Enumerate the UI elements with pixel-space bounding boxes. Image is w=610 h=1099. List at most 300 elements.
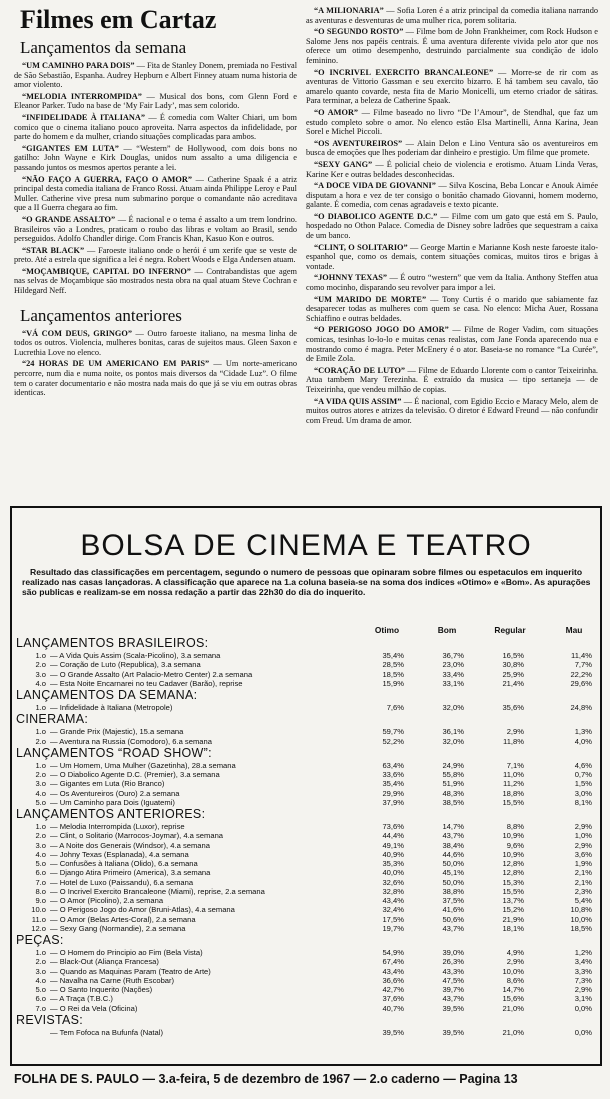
cell-regular: 30,8%	[502, 660, 524, 670]
film-title: “UM CAMINHO PARA DOIS”	[22, 61, 135, 70]
table-row	[12, 985, 600, 994]
cell-bom: 24,9%	[442, 760, 464, 770]
cell-regular: 25,9%	[502, 669, 524, 679]
bolsa-intro: Resultado das classificações em percentagem, segundo o numero de pessoas que opinaram sobre filmes ou espetaculos em inquerito realizado nas casas lançadoras. A classificação que aparece na 1.a coluna baseia-se na soma dos indices «Otimo» e «Bom». As apurações são publicas e realizam-se em nossa redação a partir das 22h30 do dia do inquerito.	[22, 567, 591, 597]
review-paragraph	[306, 366, 598, 395]
cell-otimo: 35,4%	[382, 651, 404, 660]
film-title: “NÃO FAÇO A GUERRA, FAÇO O AMOR”	[22, 174, 192, 184]
table-row	[12, 905, 600, 914]
cell-regular: 2,9%	[506, 957, 524, 967]
cell-mau: 4,6%	[574, 760, 592, 770]
table-section-heading: CINERAMA:	[16, 712, 89, 727]
review-text: — Filme baseado no livro “De l’Amour”, de Stendhal, que faz um estudo completo sobre o amor. No elenco estão Elsa Martinelli, Anna Karina, Jean Sorel e Michel Piccoli.	[306, 107, 599, 137]
review-paragraph	[306, 397, 598, 426]
table-row	[12, 859, 600, 868]
table-row	[12, 831, 600, 840]
cell-title: — A Noite dos Generais (Windsor), 4.a semana	[50, 840, 210, 850]
table-row	[12, 703, 600, 712]
cell-otimo: 40,7%	[382, 1003, 404, 1013]
cell-mau: 1,5%	[574, 779, 592, 789]
cell-mau: 3,4%	[574, 957, 592, 967]
cell-bom: 48,3%	[442, 788, 464, 798]
film-title: “MOÇAMBIQUE, CAPITAL DO INFERNO”	[22, 266, 191, 276]
review-paragraph	[306, 243, 598, 272]
bolsa-title: BOLSA DE CINEMA E TEATRO	[80, 529, 532, 562]
cell-mau: 3,0%	[574, 788, 592, 798]
cell-rank: 1.o	[35, 822, 46, 831]
film-title: “GIGANTES EM LUTA”	[22, 143, 119, 153]
review-text: — Fita de Stanley Donem, premiada no Festival de São Sebastião, Espanha. Audrey Hepburn e Albert Finney atuam numa historia de amor violento.	[14, 61, 297, 90]
film-title: “24 HORAS DE UM AMERICANO EM PARIS”	[22, 359, 210, 369]
review-paragraph	[14, 61, 297, 90]
cell-mau: 10,0%	[570, 914, 592, 924]
table-row	[12, 976, 600, 985]
film-title: “SEXY GANG”	[314, 159, 373, 169]
cell-bom: 36,1%	[442, 727, 464, 737]
cell-mau: 10,8%	[570, 905, 592, 915]
cell-regular: 15,5%	[502, 797, 524, 807]
cell-otimo: 42,7%	[382, 985, 404, 994]
table-row	[12, 761, 600, 770]
review-text: — Tony Curtis é o marido que sabiamente faz desaparecer todas as mulheres com quem se casa. No elenco: Micha Auer, Rossana Schiaffino e outras beldades.	[306, 294, 598, 323]
col-mau: Mau	[565, 625, 583, 635]
cell-bom: 43,3%	[442, 966, 464, 976]
cell-title: — Quando as Maquinas Param (Teatro de Arte)	[50, 966, 211, 976]
table-row	[12, 798, 600, 807]
cell-otimo: 49,1%	[382, 840, 404, 850]
cell-title: — O Amor (Belas Artes-Coral), 2.a semana	[50, 914, 196, 924]
review-text: — Filme de Roger Vadim, com situações comicas, tesinhas lo-lo-lo e muitas cenas realistas, com Jane Fonda aparecendo nua e mostrando como é magra. Peter McEnery é o ator. Baseia-se no romance “La Curée”, de Emile Zola.	[306, 325, 598, 364]
cell-rank: 4.o	[35, 678, 46, 688]
cell-mau: 2,3%	[574, 886, 592, 896]
review-text: — É nacional e o tema é assalto a um trem londrino. Brasileiros vão a Londres, praticam o roubo das libras e voltam ao Brasil, sendo perseguidos. Adolfo Chandler dirige. Com Francis Khan, Kasuo Kon e outros.	[14, 214, 297, 244]
cell-title: — Grande Prix (Majestic), 15.a semana	[50, 727, 184, 737]
cell-title: — Um Caminho para Dois (Iguatemi)	[50, 797, 175, 807]
cell-title: — O Homem do Principio ao Fim (Bela Vista)	[50, 948, 203, 957]
cell-regular: 13,7%	[502, 896, 524, 905]
cell-title: — O Santo Inquerito (Nações)	[50, 985, 153, 994]
cell-otimo: 67,4%	[382, 957, 404, 967]
cell-regular: 8,6%	[506, 975, 524, 985]
film-title: “A VIDA QUIS ASSIM”	[314, 396, 402, 406]
cell-rank: 12.o	[31, 923, 46, 933]
cell-mau: 29,6%	[570, 678, 592, 688]
cell-mau: 4,0%	[574, 736, 592, 746]
review-paragraph	[306, 27, 598, 65]
cell-otimo: 37,6%	[382, 994, 404, 1004]
cell-rank: 7.o	[35, 1003, 46, 1013]
cell-mau: 1,0%	[574, 831, 592, 841]
cell-bom: 45,1%	[442, 868, 464, 878]
table-section-heading: LANÇAMENTOS BRASILEIROS:	[16, 636, 209, 650]
film-title: “JOHNNY TEXAS”	[314, 273, 388, 283]
review-text: — Contrabandistas que agem nas selvas de Moçambique são mostrados nesta obra na qual atuam Steve Cochran e Hildegard Neff.	[14, 266, 297, 296]
cell-otimo: 40,9%	[382, 849, 404, 859]
cell-title: — O Diabolico Agente D.C. (Premier), 3.a semana	[50, 770, 220, 779]
review-paragraph	[306, 160, 598, 179]
review-text: — Filme bom de John Frankheimer, com Rock Hudson e Salome Jens nos papéis centrais. É uma aventura diferente vivida pelo ator que nos oferece um otimo desempenho, destruindo parcialmente sua condição de idolo feminino.	[306, 27, 598, 65]
cell-otimo: 54,9%	[382, 948, 404, 957]
cell-mau: 0,7%	[574, 770, 592, 779]
cell-rank: 5.o	[35, 797, 46, 807]
cell-mau: 7,3%	[574, 975, 592, 985]
review-paragraph	[306, 295, 598, 324]
cell-otimo: 17,5%	[382, 914, 404, 924]
more-reviews	[306, 6, 598, 425]
cell-regular: 11,2%	[503, 779, 524, 789]
cell-otimo: 44,4%	[382, 831, 404, 841]
cell-bom: 36,7%	[442, 651, 464, 660]
cell-title: — Aventura na Russia (Comodoro), 6.a semana	[50, 736, 212, 746]
cell-regular: 11,8%	[503, 736, 524, 746]
left-column	[14, 6, 297, 400]
table-row	[12, 651, 600, 660]
review-text: — Faroeste italiano onde o herói é um xerife que se veste de preto. Até a estrela que significa a lei é negra. Robert Woods e Elga Andersen atuam.	[14, 245, 297, 265]
film-title: “O AMOR”	[314, 107, 359, 117]
cell-rank: 5.o	[35, 859, 46, 868]
table-row	[12, 915, 600, 924]
cell-mau: 2,9%	[574, 840, 592, 850]
cell-rank: 3.o	[35, 840, 46, 850]
bolsa-box	[10, 506, 602, 1066]
cell-rank: 1.o	[35, 948, 46, 957]
cell-rank: 2.o	[35, 736, 46, 746]
cell-mau: 5,4%	[574, 896, 592, 905]
cell-otimo: 43,4%	[382, 966, 404, 976]
cell-otimo: 29,9%	[382, 788, 404, 798]
page-title: Filmes em Cartaz	[20, 5, 217, 34]
cell-rank: 8.o	[35, 886, 46, 896]
cell-mau: 8,1%	[574, 797, 592, 807]
review-text: — Filme de Eduardo Llorente com o cantor Teixeirinha. Atua tambem Mary Terezinha. É extraído da musica — tipo sertaneja — de Teixeirinha, que vendeu milhão de copias.	[306, 365, 598, 394]
table-section-heading: LANÇAMENTOS DA SEMANA:	[16, 688, 198, 702]
cell-bom: 38,8%	[442, 886, 464, 896]
cell-mau: 24,8%	[570, 703, 592, 712]
col-otimo: Otimo	[374, 625, 400, 635]
cell-rank: 1.o	[35, 760, 46, 770]
cell-mau: 3,6%	[574, 849, 592, 859]
cell-title: — O Perigoso Jogo do Amor (Bruni-Atlas), 4.a semana	[50, 905, 235, 915]
cell-rank: 2.o	[35, 831, 46, 841]
film-title: “CORAÇÃO DE LUTO”	[314, 365, 406, 375]
col-bom: Bom	[437, 625, 457, 635]
cell-regular: 8,8%	[506, 822, 524, 831]
cell-regular: 10,0%	[502, 966, 524, 976]
review-text: — É policial cheio de violencia e erotismo. Atuam Linda Veras, Karine Ker e outras beldades desconhecidas.	[306, 159, 598, 179]
review-text: — Alain Delon e Lino Ventura são os aventureiros em busca de emoções que lhes poderiam dar dinheiro e prestigio. Um filme que promete.	[306, 138, 599, 158]
cell-otimo: 37,9%	[382, 797, 404, 807]
cell-regular: 35,6%	[502, 703, 524, 712]
cell-otimo: 52,2%	[382, 736, 404, 746]
table-row	[12, 868, 600, 877]
cell-bom: 43,7%	[442, 994, 464, 1004]
film-title: “MELODIA INTERROMPIDA”	[22, 91, 142, 101]
film-title: “O SEGUNDO ROSTO”	[314, 27, 404, 37]
cell-rank: 6.o	[35, 868, 46, 878]
cell-rank: 3.o	[35, 669, 46, 679]
cell-regular: 10,9%	[502, 831, 524, 841]
cell-title: — Hotel de Luxo (Paissandu), 6.a semana	[50, 877, 194, 887]
table-row	[12, 887, 600, 896]
cell-regular: 12,8%	[502, 868, 524, 878]
cell-title: — Sexy Gang (Normandie), 2.a semana	[50, 923, 186, 933]
table-row	[12, 789, 600, 798]
review-paragraph	[14, 215, 297, 244]
cell-rank: 11.o	[31, 914, 46, 924]
cell-title: — Um Homem, Uma Mulher (Gazetinha), 28.a semana	[50, 760, 236, 770]
cell-bom: 38,4%	[442, 840, 464, 850]
cell-mau: 0,0%	[574, 1003, 592, 1013]
cell-regular: 21,0%	[502, 1003, 524, 1013]
review-text: — É nacional, com Egidio Eccio e Maracy Melo, alem de muitos outros atores e atrizes da televisão. O diretor é Edward Freund — não confundir com Freud. Um drama de amor.	[306, 396, 599, 425]
cell-bom: 33,4%	[442, 669, 464, 679]
film-title: “O GRANDE ASSALTO”	[22, 214, 116, 224]
table-row	[12, 878, 600, 887]
review-paragraph	[306, 68, 598, 106]
cell-bom: 50,0%	[442, 859, 464, 868]
cell-title: — O Amor (Picolino), 2.a semana	[50, 896, 164, 905]
cell-otimo: 19,7%	[382, 923, 404, 933]
table-row	[12, 850, 600, 859]
cell-otimo: 7,6%	[386, 703, 404, 712]
cell-regular: 16,5%	[502, 651, 524, 660]
cell-bom: 51,9%	[442, 779, 464, 789]
table-section-heading: LANÇAMENTOS ANTERIORES:	[16, 807, 206, 821]
cell-mau: 0,0%	[574, 1027, 592, 1037]
col-regular: Regular	[494, 625, 526, 635]
cell-otimo: 59,7%	[382, 727, 404, 737]
cell-otimo: 32,8%	[382, 886, 404, 896]
film-title: “O INCRIVEL EXERCITO BRANCALEONE”	[314, 67, 494, 77]
table-section-heading: REVISTAS:	[16, 1012, 84, 1027]
cell-title: — Tem Fofoca na Bufunfa (Natal)	[50, 1027, 163, 1037]
cell-bom: 32,0%	[442, 703, 464, 712]
cell-bom: 50,6%	[442, 914, 464, 924]
cell-otimo: 36,6%	[382, 975, 404, 985]
cell-rank: 3.o	[35, 966, 46, 976]
cell-rank: 1.o	[35, 703, 46, 712]
table-section-heading: LANÇAMENTOS “ROAD SHOW”:	[16, 745, 212, 760]
cell-bom: 44,6%	[442, 849, 464, 859]
cell-bom: 41,6%	[442, 905, 464, 915]
cell-title: — Os Aventureiros (Ouro) 2.a semana	[50, 788, 180, 798]
cell-bom: 39,5%	[442, 1003, 464, 1013]
film-title: “UM MARIDO DE MORTE”	[314, 294, 427, 304]
table-row	[12, 770, 600, 779]
film-title: “INFIDELIDADE À ITALIANA”	[22, 112, 146, 122]
cell-rank: 5.o	[35, 985, 46, 994]
cell-rank: 2.o	[35, 770, 46, 779]
cell-bom: 23,0%	[442, 660, 464, 670]
cell-regular: 21,9%	[502, 914, 524, 924]
section-heading-previous: Lançamentos anteriores	[20, 305, 182, 325]
cell-regular: 7,1%	[506, 760, 524, 770]
cell-regular: 4,9%	[506, 948, 524, 957]
cell-regular: 12,8%	[502, 859, 524, 868]
cell-otimo: 35,4%	[382, 779, 404, 789]
review-text: — Um norte-americano percorre, num dia e numa noite, os pontos mais diversos da “Cidade Luz”. O filme tem o carater documentario e não mostra nada mais do que já se viu em outras obras identicas.	[14, 359, 297, 398]
film-title: “A MILIONARIA”	[314, 6, 384, 15]
cell-regular: 18,1%	[502, 923, 524, 933]
cell-mau: 2,1%	[574, 868, 592, 878]
cell-rank: 3.o	[35, 779, 46, 789]
cell-rank: 6.o	[35, 994, 46, 1004]
cell-regular: 15,6%	[502, 994, 524, 1004]
review-paragraph	[14, 92, 297, 111]
cell-regular: 21,4%	[502, 678, 524, 688]
cell-bom: 33,1%	[442, 678, 464, 688]
right-column	[306, 6, 598, 427]
cell-regular: 15,3%	[502, 877, 524, 887]
cell-rank: 4.o	[35, 788, 46, 798]
previous-reviews	[14, 329, 297, 398]
cell-otimo: 32,6%	[382, 877, 404, 887]
cell-title: — Coração de Luto (Republica), 3.a semana	[50, 660, 201, 670]
table-row	[12, 1004, 600, 1013]
review-text: — Catherine Spaak é a atriz principal desta comedia italiana de Franco Rossi. Atuam ainda Philippe Leroy e Paul Muller. Catherine vive presa num submarino porque o comandante não acreditava que a II Guerra chegara ao fim.	[14, 174, 298, 213]
review-text: — Outro faroeste italiano, na mesma linha de todos os outros. Violencia, mulheres bonitas, caras de sujeitos maus. Gleen Saxon e Lucrethia Love no elenco.	[14, 328, 297, 357]
review-paragraph	[14, 175, 297, 213]
cell-mau: 18,5%	[570, 923, 592, 933]
cell-otimo: 32,4%	[382, 905, 404, 915]
cell-rank: 7.o	[35, 877, 46, 887]
review-text: — “Western” de Hollywood, com dois bons no gatilho: John Wayne e Kirk Douglas, unidos num assalto a uma diligencia e passando juntos os mesmos apertos perante a lei.	[14, 143, 297, 172]
cell-otimo: 63,4%	[382, 760, 404, 770]
cell-regular: 10,9%	[502, 849, 524, 859]
review-paragraph	[306, 212, 598, 241]
cell-rank: 10.o	[31, 905, 46, 915]
review-paragraph	[14, 359, 297, 397]
table-row	[12, 841, 600, 850]
film-title: “O DIABOLICO AGENTE D.C.”	[314, 211, 438, 221]
cell-rank: 2.o	[35, 660, 46, 670]
cell-otimo: 40,0%	[382, 868, 404, 878]
cell-title: — O Rei da Vela (Oficina)	[50, 1003, 138, 1013]
cell-otimo: 18,5%	[382, 669, 404, 679]
cell-rank: 4.o	[35, 849, 46, 859]
review-text: — Morre-se de rir com as aventuras de Vittorio Gassman e seu exercito bizarro. E há tambem seu cavalo, tão amarelo quanto covarde, nesta fita de Mario Monicelli, um eterno criador de sátiras. Para terminar, a beleza de Catherine Spaak.	[306, 67, 598, 106]
review-paragraph	[306, 139, 598, 158]
cell-otimo: 43,4%	[382, 896, 404, 905]
cell-mau: 1,3%	[574, 727, 592, 737]
cell-rank: 1.o	[35, 651, 46, 660]
table-row	[12, 948, 600, 957]
cell-bom: 39,5%	[442, 1027, 464, 1037]
cell-title: — Navalha na Carne (Ruth Escobar)	[50, 975, 175, 985]
week-reviews	[14, 61, 297, 296]
cell-bom: 50,0%	[442, 877, 464, 887]
table-row	[12, 994, 600, 1003]
table-row	[12, 727, 600, 736]
cell-title: — Melodia Interrompida (Luxor), reprise	[50, 822, 185, 831]
cell-title: — A Vida Quis Assim (Scala-Picolino), 3.a semana	[50, 651, 221, 660]
cell-mau: 1,9%	[574, 859, 592, 868]
cell-title: — Gigantes em Luta (Rio Branco)	[50, 779, 165, 789]
film-title: “CLINT, O SOLITARIO”	[314, 242, 408, 252]
cell-regular: 11,0%	[503, 770, 524, 779]
review-paragraph	[14, 267, 297, 296]
cell-title: — Django Atira Primeiro (America), 3.a semana	[50, 868, 211, 878]
cell-bom: 32,0%	[442, 736, 464, 746]
cell-mau: 22,2%	[570, 669, 592, 679]
cell-otimo: 15,9%	[382, 678, 404, 688]
review-text: — George Martin e Marianne Kosh neste faroeste italo-espanhol que, como os demais, contem situações comicas, muitos tiros e brigas à vontade.	[306, 242, 598, 271]
cell-bom: 39,0%	[442, 948, 464, 957]
section-heading-week: Lançamentos da semana	[20, 38, 187, 57]
table-row	[12, 896, 600, 905]
cell-mau: 11,4%	[571, 651, 592, 660]
cell-bom: 26,3%	[442, 957, 464, 967]
film-title: “STAR BLACK”	[22, 245, 85, 255]
cell-bom: 43,7%	[442, 831, 464, 841]
cell-rank: 4.o	[35, 975, 46, 985]
cell-regular: 9,6%	[506, 840, 524, 850]
table-row	[12, 957, 600, 966]
table-row	[12, 822, 600, 831]
cell-bom: 39,7%	[442, 985, 464, 994]
cell-regular: 15,5%	[502, 886, 524, 896]
review-paragraph	[306, 273, 598, 292]
table-row	[12, 737, 600, 746]
cell-regular: 15,2%	[502, 905, 524, 915]
review-paragraph	[14, 246, 297, 265]
ratings-table	[12, 636, 600, 1037]
film-title: “A DOCE VIDA DE GIOVANNI”	[314, 181, 436, 191]
review-text: — É outro “western” que vem da Italia. Anthony Steffen atua como mocinho, disparando seu revolver para impor a lei.	[306, 273, 598, 293]
cell-regular: 18,8%	[502, 788, 524, 798]
table-row	[12, 779, 600, 788]
table-row	[12, 660, 600, 669]
review-paragraph	[306, 108, 598, 137]
review-paragraph	[306, 6, 598, 25]
cell-title: — Confusões à Italiana (Olido), 6.a semana	[50, 859, 198, 868]
cell-bom: 37,5%	[442, 896, 464, 905]
table-row	[12, 924, 600, 933]
cell-bom: 55,8%	[442, 770, 464, 779]
cell-bom: 38,5%	[442, 797, 464, 807]
review-paragraph	[14, 329, 297, 358]
cell-otimo: 39,5%	[382, 1027, 404, 1037]
cell-mau: 1,2%	[574, 948, 592, 957]
table-row	[12, 967, 600, 976]
cell-rank: 9.o	[35, 896, 46, 905]
review-paragraph	[14, 144, 297, 173]
cell-mau: 3,3%	[574, 966, 592, 976]
table-row	[12, 679, 600, 688]
cell-bom: 14,7%	[442, 822, 464, 831]
cell-mau: 2,9%	[574, 985, 592, 994]
review-paragraph	[306, 181, 598, 210]
cell-title: — Johny Texas (Esplanada), 4.a semana	[50, 849, 189, 859]
cell-title: — O Grande Assalto (Art Palacio-Metro Center) 2.a semana	[50, 669, 253, 679]
cell-mau: 7,7%	[574, 660, 592, 670]
cell-title: — Clint, o Solitario (Marrocos-Joymar), 4.a semana	[50, 831, 224, 841]
review-paragraph	[14, 113, 297, 142]
cell-title: — A Traça (T.B.C.)	[50, 994, 113, 1004]
cell-title: — Infidelidade à Italiana (Metropole)	[50, 703, 173, 712]
cell-title: — Esta Noite Encarnarei no teu Cadaver (Barão), reprise	[50, 678, 243, 688]
table-row	[12, 1028, 600, 1037]
cell-rank: 1.o	[35, 727, 46, 737]
review-text: — Silva Koscina, Beba Loncar e Anouk Aimée disputam a hora e vez de ter consigo o bonitão chamado Giovanni, homem moderno, galante. É comedia, com cenas agradaveis e texto picante.	[306, 181, 599, 210]
film-title: “VÁ COM DEUS, GRINGO”	[22, 328, 132, 338]
cell-otimo: 73,6%	[382, 822, 404, 831]
review-text: — Sofia Loren é a atriz principal da comedia italiana narrando as aventuras e desventuras de uma mulher rica, porem solitaria.	[306, 6, 598, 25]
cell-title: — O Incrivel Exercito Brancaleone (Miami), reprise, 2.a semana	[50, 886, 265, 896]
cell-mau: 3,1%	[574, 994, 592, 1004]
cell-otimo: 33,6%	[382, 770, 404, 779]
cell-regular: 2,9%	[506, 727, 524, 737]
